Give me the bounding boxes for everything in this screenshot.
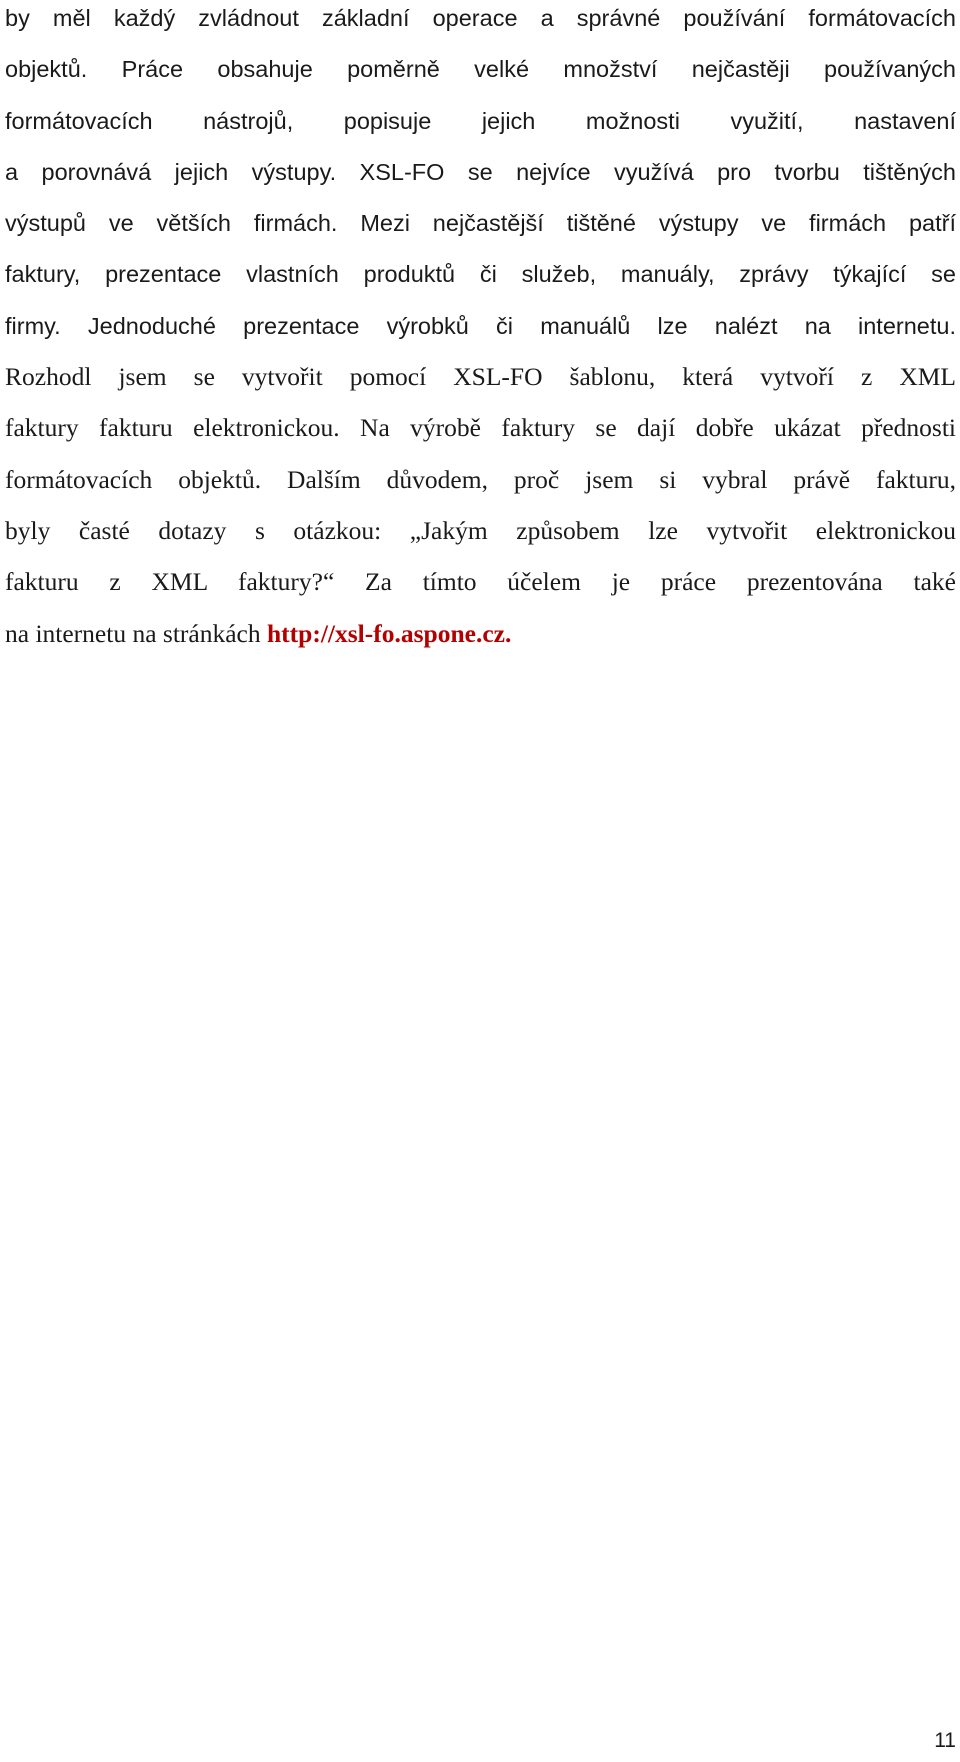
text-line-12: fakturu z XML faktury?“ Za tímto účelem je práce prezentována také (5, 567, 956, 597)
last-line-text: na internetu na stránkách (5, 618, 267, 648)
page-number: 11 (934, 1729, 956, 1752)
text-line-2: objektů. Práce obsahuje poměrně velké množství nejčastěji používaných (5, 56, 956, 83)
text-line-11: byly časté dotazy s otázkou: „Jakým způsobem lze vytvořit elektronickou (5, 515, 956, 545)
text-line-9: faktury fakturu elektronickou. Na výrobě faktury se dají dobře ukázat přednosti (5, 413, 956, 443)
website-link[interactable]: http://xsl-fo.aspone.cz. (266, 618, 512, 648)
text-line-7: firmy. Jednoduché prezentace výrobků či manuálů lze nalézt na internetu. (5, 312, 956, 339)
text-line-5: výstupů ve větších firmách. Mezi nejčastější tištěné výstupy ve firmách patří (5, 210, 956, 237)
text-line-1: by měl každý zvládnout základní operace a správné používání formátovacích (5, 5, 956, 31)
body-text (5, 0, 956, 667)
text-line-6: faktury, prezentace vlastních produktů či služeb, manuály, zprávy týkající se (5, 261, 956, 288)
text-line-3: formátovacích nástrojů, popisuje jejich možnosti využití, nastavení (5, 107, 956, 134)
text-line-10: formátovacích objektů. Dalším důvodem, proč jsem si vybral právě fakturu, (5, 464, 956, 494)
text-line-13 (5, 616, 956, 667)
text-line-4: a porovnává jejich výstupy. XSL-FO se nejvíce využívá pro tvorbu tištěných (5, 158, 956, 185)
text-line-8: Rozhodl jsem se vytvořit pomocí XSL-FO šablonu, která vytvoří z XML (5, 362, 956, 392)
